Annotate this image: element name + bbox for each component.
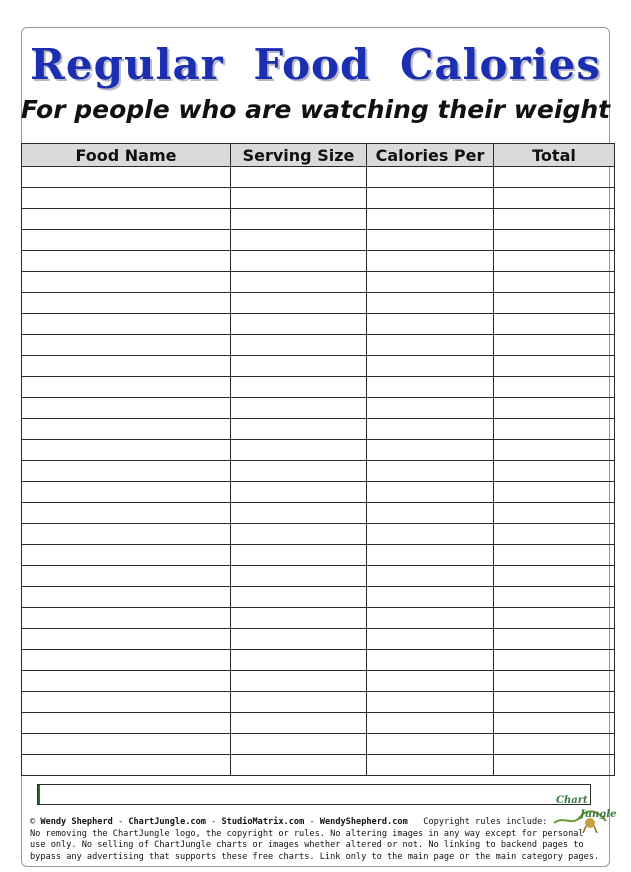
- cell-total[interactable]: [494, 251, 615, 272]
- cell-food-name[interactable]: [22, 629, 231, 650]
- cell-food-name[interactable]: [22, 251, 231, 272]
- cell-calories-per[interactable]: [367, 461, 494, 482]
- cell-food-name[interactable]: [22, 461, 231, 482]
- cell-calories-per[interactable]: [367, 293, 494, 314]
- cell-food-name[interactable]: [22, 671, 231, 692]
- cell-total[interactable]: [494, 713, 615, 734]
- cell-calories-per[interactable]: [367, 713, 494, 734]
- copyright-footer: © Wendy Shepherd - ChartJungle.com - StudioMatrix.com - WendyShepherd.com Copyright rules include: No removing the ChartJungle logo, the copyright or rules. No altering images in any way except for personal use only. No selling of ChartJungle charts or images whether altered or not. No linking to backend pages to bypass any advertising that supports these free charts. Link only to the main page or the main category pages.: [30, 817, 600, 862]
- cell-food-name[interactable]: [22, 755, 231, 776]
- cell-calories-per[interactable]: [367, 209, 494, 230]
- cell-food-name[interactable]: [22, 398, 231, 419]
- logo-word-chart: Chart: [556, 795, 588, 806]
- cell-food-name[interactable]: [22, 377, 231, 398]
- cell-food-name[interactable]: [22, 356, 231, 377]
- cell-food-name[interactable]: [22, 587, 231, 608]
- calorie-table: [21, 143, 615, 776]
- cell-serving-size[interactable]: [231, 461, 367, 482]
- table-row: [22, 755, 615, 776]
- cell-total[interactable]: [494, 671, 615, 692]
- cell-total[interactable]: [494, 188, 615, 209]
- cell-serving-size[interactable]: [231, 356, 367, 377]
- cell-total[interactable]: [494, 482, 615, 503]
- cell-serving-size[interactable]: [231, 671, 367, 692]
- cell-calories-per[interactable]: [367, 587, 494, 608]
- cell-serving-size[interactable]: [231, 272, 367, 293]
- cell-total[interactable]: [494, 356, 615, 377]
- table-header-row: [22, 144, 615, 167]
- cell-calories-per[interactable]: [367, 272, 494, 293]
- cell-calories-per[interactable]: [367, 503, 494, 524]
- page-subtitle: For people who are watching their weight: [20, 95, 611, 124]
- cell-total[interactable]: [494, 524, 615, 545]
- table-row: [22, 587, 615, 608]
- cell-food-name[interactable]: [22, 209, 231, 230]
- table-row: [22, 251, 615, 272]
- table-row: [22, 671, 615, 692]
- cell-calories-per[interactable]: [367, 671, 494, 692]
- cell-total[interactable]: [494, 335, 615, 356]
- table-row: [22, 545, 615, 566]
- page-title: Regular Food Calories: [29, 40, 602, 89]
- cell-serving-size[interactable]: [231, 293, 367, 314]
- cell-food-name[interactable]: [22, 566, 231, 587]
- logo-word-jungle: Jungle: [580, 809, 617, 820]
- cell-calories-per[interactable]: [367, 566, 494, 587]
- cell-food-name[interactable]: [22, 650, 231, 671]
- cell-food-name[interactable]: [22, 419, 231, 440]
- cell-total[interactable]: [494, 692, 615, 713]
- cell-serving-size[interactable]: [231, 566, 367, 587]
- cell-food-name[interactable]: [22, 713, 231, 734]
- table-row: [22, 440, 615, 461]
- cell-food-name[interactable]: [22, 293, 231, 314]
- cell-serving-size[interactable]: [231, 209, 367, 230]
- footer-copyright-intro: Copyright rules include:: [423, 817, 548, 827]
- table-row: [22, 167, 615, 188]
- table-row: [22, 650, 615, 671]
- cell-serving-size[interactable]: [231, 398, 367, 419]
- column-header-serving-size: Serving Size: [231, 144, 367, 167]
- cell-calories-per[interactable]: [367, 650, 494, 671]
- table-row: [22, 692, 615, 713]
- table-row: [22, 524, 615, 545]
- cell-serving-size[interactable]: [231, 188, 367, 209]
- table-row: [22, 356, 615, 377]
- cell-total[interactable]: [494, 503, 615, 524]
- table-body: [22, 167, 615, 776]
- table-row: [22, 293, 615, 314]
- cell-total[interactable]: [494, 545, 615, 566]
- cell-serving-size[interactable]: [231, 377, 367, 398]
- cell-total[interactable]: [494, 314, 615, 335]
- cell-total[interactable]: [494, 650, 615, 671]
- cell-food-name[interactable]: [22, 545, 231, 566]
- cell-calories-per[interactable]: [367, 188, 494, 209]
- cell-food-name[interactable]: [22, 440, 231, 461]
- cell-total[interactable]: [494, 398, 615, 419]
- cell-food-name[interactable]: [22, 503, 231, 524]
- cell-food-name[interactable]: [22, 167, 231, 188]
- cell-food-name[interactable]: [22, 188, 231, 209]
- cell-serving-size[interactable]: [231, 650, 367, 671]
- cell-total[interactable]: [494, 755, 615, 776]
- cell-food-name[interactable]: [22, 692, 231, 713]
- cell-calories-per[interactable]: [367, 524, 494, 545]
- table-row: [22, 377, 615, 398]
- cell-food-name[interactable]: [22, 230, 231, 251]
- cell-calories-per[interactable]: [367, 377, 494, 398]
- table-row: [22, 209, 615, 230]
- cell-calories-per[interactable]: [367, 692, 494, 713]
- table-row: [22, 335, 615, 356]
- cell-total[interactable]: [494, 167, 615, 188]
- cell-serving-size[interactable]: [231, 545, 367, 566]
- cell-serving-size[interactable]: [231, 713, 367, 734]
- cell-total[interactable]: [494, 629, 615, 650]
- cell-serving-size[interactable]: [231, 167, 367, 188]
- cell-serving-size[interactable]: [231, 335, 367, 356]
- table-row: [22, 734, 615, 755]
- footer-author: Wendy Shepherd: [40, 817, 113, 827]
- cell-food-name[interactable]: [22, 482, 231, 503]
- cell-serving-size[interactable]: [231, 734, 367, 755]
- cell-calories-per[interactable]: [367, 314, 494, 335]
- table-row: [22, 608, 615, 629]
- column-header-total: Total: [494, 144, 615, 167]
- cell-calories-per[interactable]: [367, 629, 494, 650]
- cell-serving-size[interactable]: [231, 608, 367, 629]
- table-row: [22, 566, 615, 587]
- cell-total[interactable]: [494, 566, 615, 587]
- table-row: [22, 419, 615, 440]
- cell-serving-size[interactable]: [231, 587, 367, 608]
- cell-food-name[interactable]: [22, 524, 231, 545]
- cell-total[interactable]: [494, 209, 615, 230]
- cell-calories-per[interactable]: [367, 398, 494, 419]
- table-row: [22, 713, 615, 734]
- cell-calories-per[interactable]: [367, 440, 494, 461]
- table-row: [22, 629, 615, 650]
- cell-food-name[interactable]: [22, 608, 231, 629]
- cell-calories-per[interactable]: [367, 251, 494, 272]
- table-row: [22, 272, 615, 293]
- table-row: [22, 188, 615, 209]
- cell-serving-size[interactable]: [231, 440, 367, 461]
- table-row: [22, 482, 615, 503]
- column-header-calories-per: Calories Per: [367, 144, 494, 167]
- cell-calories-per[interactable]: [367, 356, 494, 377]
- table-row: [22, 461, 615, 482]
- table-row: [22, 230, 615, 251]
- cell-total[interactable]: [494, 230, 615, 251]
- cell-total[interactable]: [494, 440, 615, 461]
- cell-calories-per[interactable]: [367, 230, 494, 251]
- cell-food-name[interactable]: [22, 335, 231, 356]
- footer-site-wendyshepherd: WendyShepherd.com: [319, 817, 408, 827]
- cell-calories-per[interactable]: [367, 755, 494, 776]
- cell-total[interactable]: [494, 461, 615, 482]
- cell-serving-size[interactable]: [231, 503, 367, 524]
- cell-serving-size[interactable]: [231, 419, 367, 440]
- cell-serving-size[interactable]: [231, 314, 367, 335]
- footer-site-chartjungle: ChartJungle.com: [128, 817, 206, 827]
- table-row: [22, 314, 615, 335]
- footer-site-studiomatrix: StudioMatrix.com: [221, 817, 305, 827]
- cell-total[interactable]: [494, 419, 615, 440]
- cell-serving-size[interactable]: [231, 692, 367, 713]
- table-row: [22, 503, 615, 524]
- cell-calories-per[interactable]: [367, 608, 494, 629]
- cell-total[interactable]: [494, 272, 615, 293]
- cell-calories-per[interactable]: [367, 167, 494, 188]
- cell-serving-size[interactable]: [231, 629, 367, 650]
- cell-serving-size[interactable]: [231, 251, 367, 272]
- cell-serving-size[interactable]: [231, 524, 367, 545]
- cell-total[interactable]: [494, 293, 615, 314]
- cell-food-name[interactable]: [22, 734, 231, 755]
- cell-food-name[interactable]: [22, 272, 231, 293]
- cell-calories-per[interactable]: [367, 335, 494, 356]
- cell-calories-per[interactable]: [367, 419, 494, 440]
- cell-total[interactable]: [494, 608, 615, 629]
- cell-serving-size[interactable]: [231, 482, 367, 503]
- table-row: [22, 398, 615, 419]
- notes-field[interactable]: [37, 784, 591, 805]
- cell-food-name[interactable]: [22, 314, 231, 335]
- cell-calories-per[interactable]: [367, 482, 494, 503]
- cell-serving-size[interactable]: [231, 755, 367, 776]
- cell-total[interactable]: [494, 587, 615, 608]
- cell-serving-size[interactable]: [231, 230, 367, 251]
- column-header-food-name: Food Name: [22, 144, 231, 167]
- cell-total[interactable]: [494, 377, 615, 398]
- footer-rules-text: No removing the ChartJungle logo, the copyright or rules. No altering images in any way except for personal use only. No selling of ChartJungle charts or images whether altered or not. No linking to backend pages to bypass any advertising that supports these free charts. Link only to the main page or the main category pages.: [30, 828, 600, 862]
- cell-calories-per[interactable]: [367, 734, 494, 755]
- cell-total[interactable]: [494, 734, 615, 755]
- cell-calories-per[interactable]: [367, 545, 494, 566]
